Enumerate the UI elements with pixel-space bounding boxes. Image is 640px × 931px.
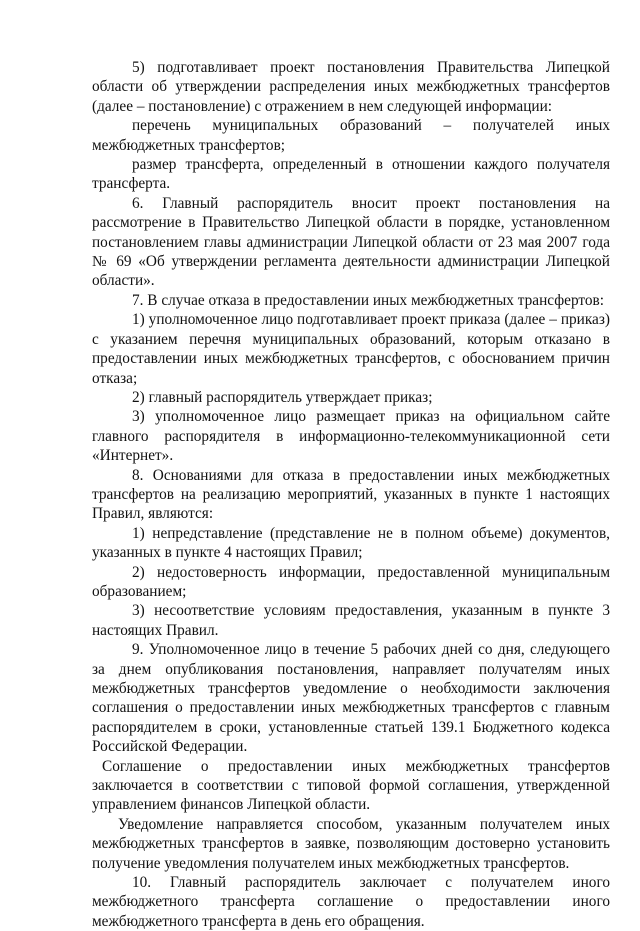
paragraph-7-item-1: 1) уполномоченное лицо подготавливает проект приказа (далее – приказ) с указанием перечня муниципальных образований, которым отказано в предоставлении иных межбюджетных трансфертов, с обоснованием причин отказа; — [92, 311, 610, 387]
paragraph-10: 10. Главный распорядитель заключает с получателем иного межбюджетного трансферта соглашение о предоставлении иного межбюджетного трансферта в день его обращения. — [92, 874, 610, 930]
paragraph-7: 7. В случае отказа в предоставлении иных межбюджетных трансфертов: — [132, 291, 605, 309]
paragraph-8-item-3: 3) несоответствие условиям предоставления, указанным в пункте 3 настоящих Правил. — [92, 602, 610, 639]
paragraph-7-item-3: 3) уполномоченное лицо размещает приказ на официальном сайте главного распорядителя в информационно-телекоммуникационной сети «Интернет». — [92, 408, 610, 465]
paragraph-5: 5) подготавливает проект постановления Правительства Липецкой области об утверждении распределения иных межбюджетных трансфертов (далее – постановление) с отражением в нем следующей информации: — [92, 59, 610, 115]
paragraph-6: 6. Главный распорядитель вносит проект постановления на рассмотрение в Правительство Липецкой области в порядке, установленном постановлением главы администрации Липецкой области от 23 мая 2007 года № 69 «Об утверждении регламента деятельности администрации Липецкой области». — [92, 194, 610, 290]
paragraph-5-list-recipients: перечень муниципальных образований – получателей иных межбюджетных трансфертов; — [92, 117, 610, 154]
paragraph-9-agreement: Соглашение о предоставлении иных межбюджетных трансфертов заключается в соответствии с типовой формой соглашения, утвержденной управлением финансов Липецкой области. — [92, 757, 610, 814]
paragraph-8-item-2: 2) недостоверность информации, предоставленной муниципальным образованием; — [92, 563, 610, 600]
paragraph-9: 9. Уполномоченное лицо в течение 5 рабочих дней со дня, следующего за днем опубликования постановления, направляет получателям иных межбюджетных трансфертов уведомление о необходимости заключения соглашения о предоставлении иных межбюджетных трансфертов с главным распорядителем в сроки, установленные статьей 139.1 Бюджетного кодекса Российской Федерации. — [92, 641, 610, 756]
paragraph-5-transfer-size: размер трансферта, определенный в отношении каждого получателя трансферта. — [92, 156, 610, 193]
paragraph-9-notification: Уведомление направляется способом, указанным получателем иных межбюджетных трансфертов в заявке, позволяющим достоверно установить получение уведомления получателем иных межбюджетных трансфертов. — [92, 815, 610, 872]
paragraph-8-item-1: 1) непредставление (представление не в полном объеме) документов, указанных в пункте 4 настоящих Правил; — [92, 524, 610, 562]
paragraph-8: 8. Основаниями для отказа в предоставлении иных межбюджетных трансфертов на реализацию мероприятий, указанных в пункте 1 настоящих Правил, являются: — [92, 466, 610, 523]
paragraph-7-item-2: 2) главный распорядитель утверждает приказ; — [132, 388, 433, 406]
document-page — [92, 58, 610, 931]
